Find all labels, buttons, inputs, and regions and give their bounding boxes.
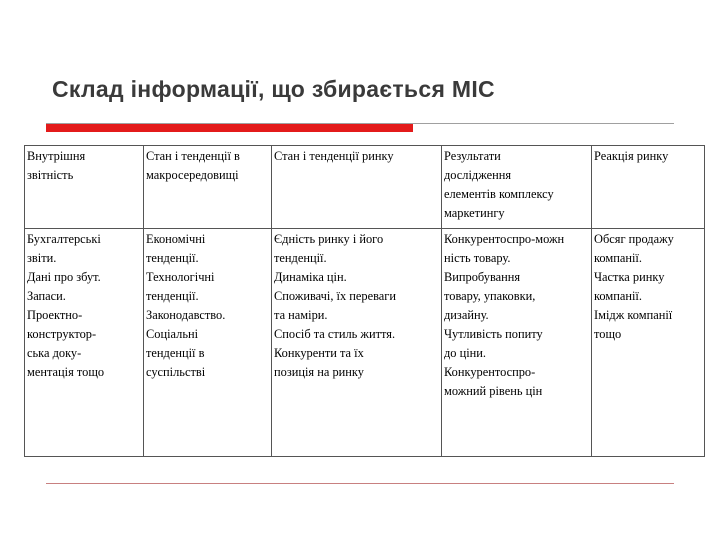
table-body-row xyxy=(25,229,705,457)
body-cell-market-reaction: Обсяг продажу компанії. Частка ринку компанії. Імідж компанії тощо xyxy=(592,229,705,457)
slide-title: Склад інформації, що збирається МІС xyxy=(52,76,495,102)
header-cell-internal-reports: Внутрішня звітність xyxy=(25,146,144,229)
body-cell-market-trends: Єдність ринку і його тенденції. Динаміка цін. Споживачі, їх переваги та наміри. Спосіб та стиль життя. Конкуренти та їх позиція на ринку xyxy=(272,229,442,457)
body-cell-research-results: Конкурентоспро-можн ність товару. Випробування товару, упаковки, дизайну. Чутливість попиту до ціни. Конкурентоспро- можний рівень цін xyxy=(442,229,592,457)
header-cell-macro-environment: Стан і тенденції в макросередовищі xyxy=(144,146,272,229)
table-header-row xyxy=(25,146,705,229)
title-accent-bar xyxy=(46,124,413,132)
header-cell-market-trends: Стан і тенденції ринку xyxy=(272,146,442,229)
mis-information-table xyxy=(24,145,705,457)
header-cell-market-reaction: Реакція ринку xyxy=(592,146,705,229)
body-cell-internal-reports: Бухгалтерські звіти. Дані про збут. Запаси. Проектно- конструктор- ська доку- ментація тощо xyxy=(25,229,144,457)
header-cell-research-results: Результати дослідження елементів комплексу маркетингу xyxy=(442,146,592,229)
body-cell-macro-environment: Економічні тенденції. Технологічні тенденції. Законодавство. Соціальні тенденції в суспільстві xyxy=(144,229,272,457)
footer-divider-line xyxy=(46,483,674,484)
